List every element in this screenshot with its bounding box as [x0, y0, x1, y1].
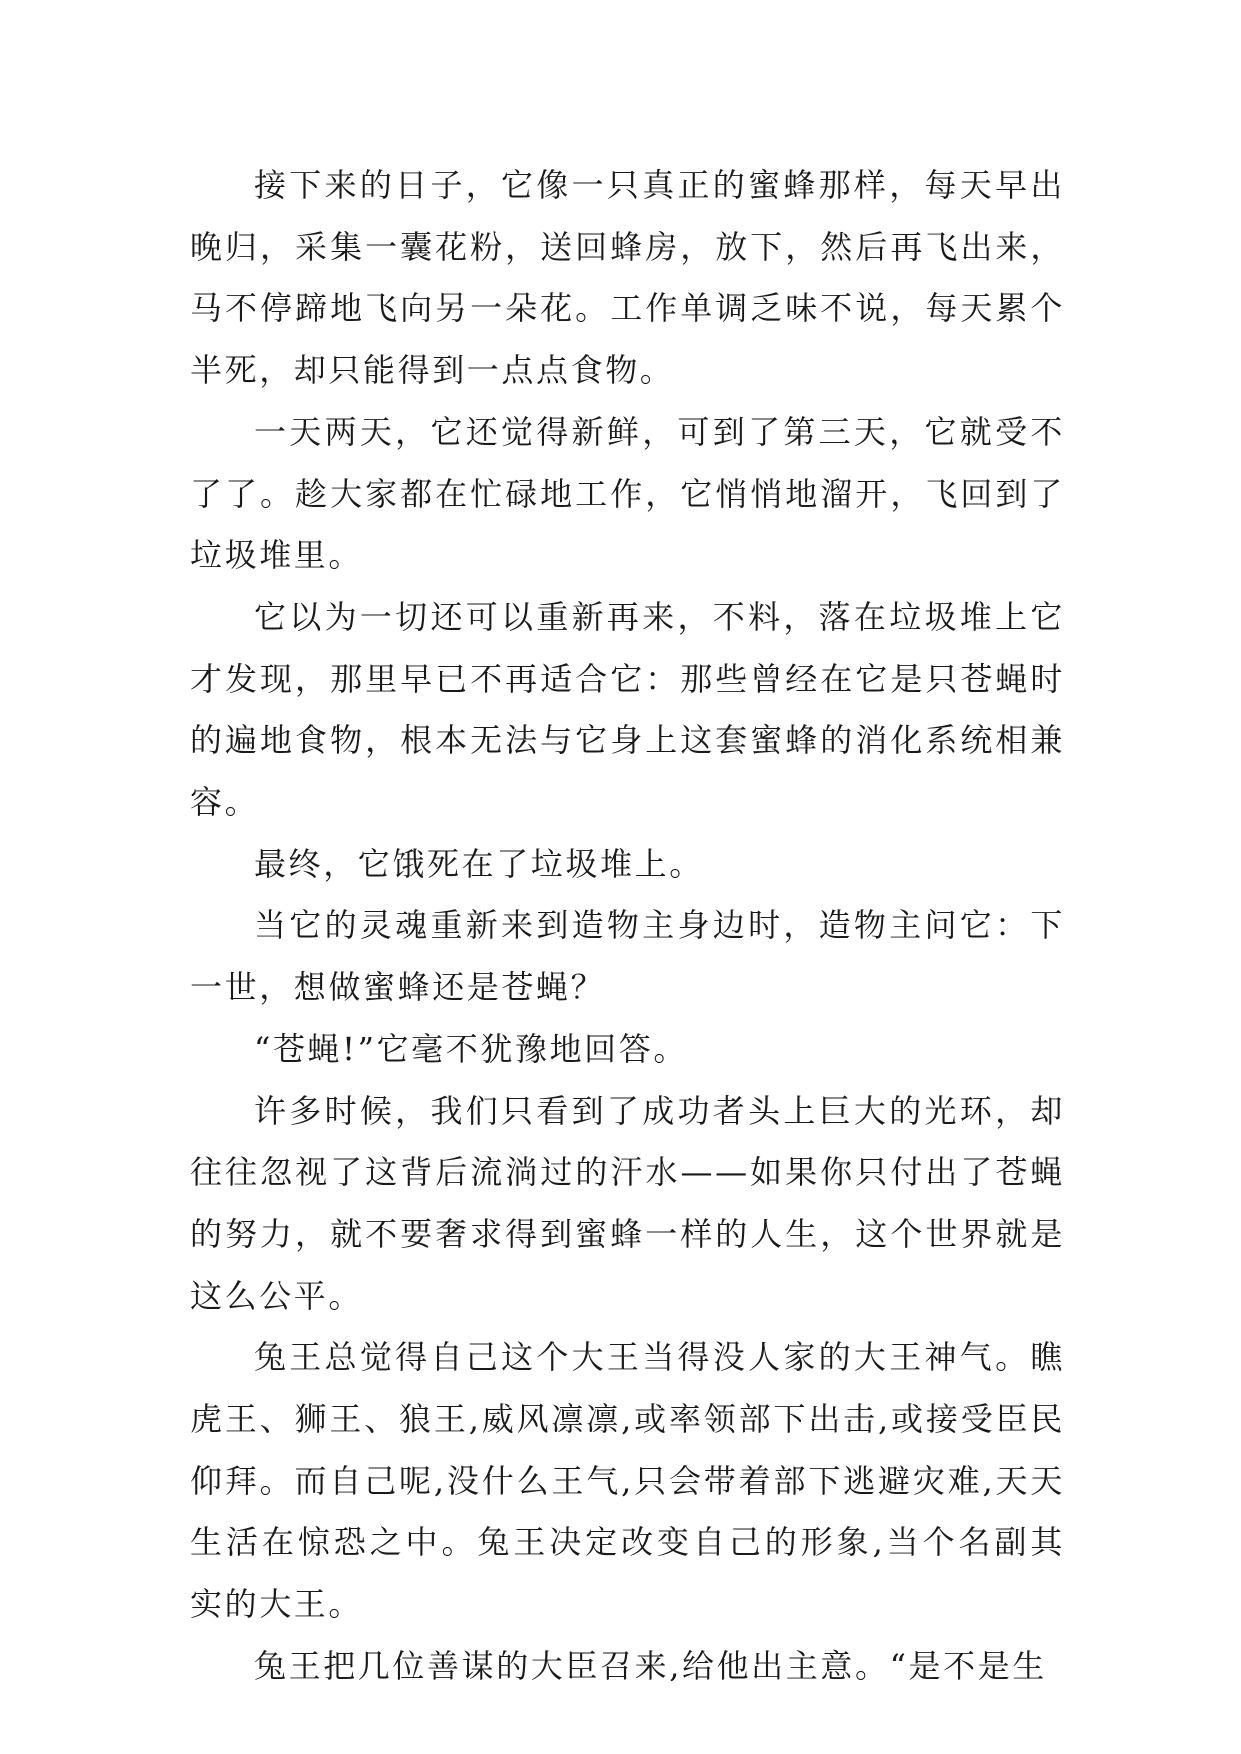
paragraph-1: 接下来的日子，它像一只真正的蜜蜂那样，每天早出晚归，采集一囊花粉，送回蜂房，放下，然后再飞出来，马不停蹄地飞向另一朵花。工作单调乏味不说，每天累个半死，却只能得到一点点食物。 — [190, 166, 1065, 390]
paragraph-4: 最终，它饿死在了垃圾堆上。 — [254, 844, 704, 883]
paragraph-2: 一天两天，它还觉得新鲜，可到了第三天，它就受不了了。趁大家都在忙碌地工作，它悄悄地溜开，飞回到了垃圾堆里。 — [190, 412, 1065, 575]
paragraph-7: 许多时候，我们只看到了成功者头上巨大的光环，却往往忽视了这背后流淌过的汗水——如果你只付出了苍蝇的努力，就不要奢求得到蜜蜂一样的人生，这个世界就是这么公平。 — [190, 1091, 1065, 1315]
paragraph-6: “苍蝇!”它毫不犹豫地回答。 — [254, 1029, 688, 1068]
paragraph-8: 兔王总觉得自己这个大王当得没人家的大王神气。瞧虎王、狮王、狼王,威风凛凛,或率领部下出击,或接受臣民仰拜。而自己呢,没什么王气,只会带着部下逃避灾难,天天生活在惊恐之中。兔王决定改变自己的形象,当个名副其实的大王。 — [190, 1338, 1065, 1624]
paragraph-3: 它以为一切还可以重新再来，不料，落在垃圾堆上它才发现，那里早已不再适合它：那些曾经在它是只苍蝇时的遍地食物，根本无法与它身上这套蜜蜂的消化系统相兼容。 — [190, 597, 1065, 822]
document-body — [190, 155, 1065, 1698]
paragraph-5: 当它的灵魂重新来到造物主身边时，造物主问它：下一世，想做蜜蜂还是苍蝇？ — [190, 906, 1065, 1007]
paragraph-9: 兔王把几位善谋的大臣召来,给他出主意。“是不是生 — [254, 1646, 1047, 1685]
